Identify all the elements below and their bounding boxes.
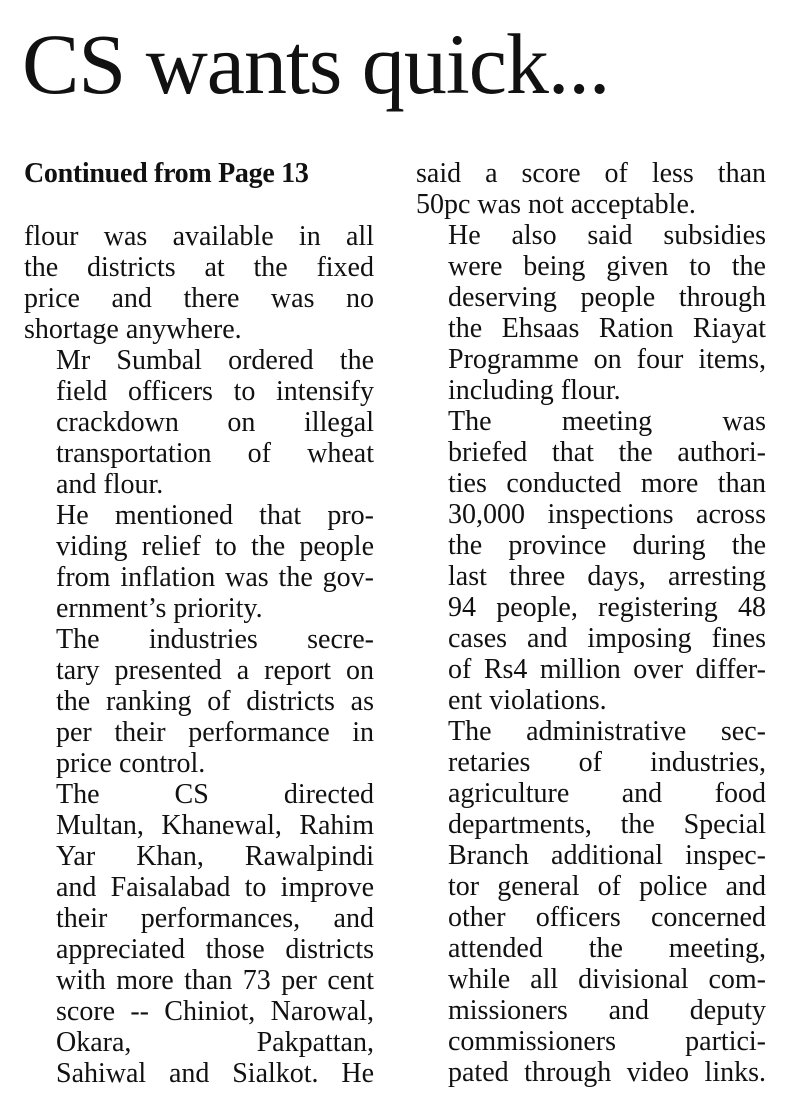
paragraph	[416, 716, 766, 1088]
text-line: price control.	[56, 748, 206, 779]
text-line: pated through video links.	[448, 1057, 766, 1088]
text-line: He also said subsidies	[448, 220, 766, 251]
text-line: cases and imposing fines	[448, 623, 766, 654]
text-line: of Rs4 million over differ-	[448, 654, 766, 685]
text-line: departments, the Special	[448, 809, 766, 840]
text-line: He mentioned that pro-	[56, 500, 374, 531]
text-line: Branch additional inspec-	[448, 840, 766, 871]
paragraph	[24, 779, 374, 1089]
headline: CS wants quick...	[22, 16, 610, 112]
text-line: shortage anywhere.	[24, 314, 242, 345]
text-line: 30,000 inspections across	[448, 499, 766, 530]
text-line: field officers to intensify	[56, 376, 374, 407]
text-line: their performances, and	[56, 903, 374, 934]
text-line: ernment’s priority.	[56, 593, 263, 624]
text-line: ties conducted more than	[448, 468, 766, 499]
text-line: were being given to the	[448, 251, 766, 282]
text-line: and flour.	[56, 469, 164, 500]
text-line: the province during the	[448, 530, 766, 561]
text-line: last three days, arresting	[448, 561, 766, 592]
text-line: The CS directed	[56, 779, 374, 810]
text-line: The industries secre-	[56, 624, 374, 655]
text-line: tor general of police and	[448, 871, 766, 902]
text-line: the Ehsaas Ration Riayat	[448, 313, 766, 344]
text-line: Okara, Pakpattan,	[56, 1027, 374, 1058]
paragraph	[416, 406, 766, 716]
text-line: The administrative sec-	[448, 716, 766, 747]
text-line: 50pc was not acceptable.	[416, 189, 696, 220]
text-line: crackdown on illegal	[56, 407, 374, 438]
paragraph	[416, 220, 766, 406]
text-line: flour was available in all	[24, 221, 374, 252]
text-line: Sahiwal and Sialkot. He	[56, 1058, 374, 1089]
text-line: and Faisalabad to improve	[56, 872, 374, 903]
text-line: with more than 73 per cent	[56, 965, 374, 996]
text-line: attended the meeting,	[448, 933, 766, 964]
paragraph	[24, 624, 374, 779]
text-line: Programme on four items,	[448, 344, 766, 375]
paragraph	[24, 500, 374, 624]
text-line: other officers concerned	[448, 902, 766, 933]
text-line: ent violations.	[448, 685, 607, 716]
text-line: deserving people through	[448, 282, 766, 313]
text-line: the ranking of districts as	[56, 686, 374, 717]
text-line: said a score of less than	[416, 158, 766, 189]
text-line: retaries of industries,	[448, 747, 766, 778]
text-line: transportation of wheat	[56, 438, 374, 469]
text-line: per their performance in	[56, 717, 374, 748]
text-line: from inflation was the gov-	[56, 562, 374, 593]
text-line: agriculture and food	[448, 778, 766, 809]
text-line: including flour.	[448, 375, 621, 406]
text-line: briefed that the authori-	[448, 437, 766, 468]
paragraph	[24, 221, 374, 345]
text-line: Mr Sumbal ordered the	[56, 345, 374, 376]
text-line: price and there was no	[24, 283, 374, 314]
text-line: missioners and deputy	[448, 995, 766, 1026]
continued-from-label: Continued from Page 13	[24, 158, 309, 189]
text-line: 94 people, registering 48	[448, 592, 766, 623]
article-column-left	[24, 158, 374, 1089]
text-line: appreciated those districts	[56, 934, 374, 965]
text-line: Yar Khan, Rawalpindi	[56, 841, 374, 872]
text-line: tary presented a report on	[56, 655, 374, 686]
paragraph	[24, 345, 374, 500]
text-line: commissioners partici-	[448, 1026, 766, 1057]
text-line: while all divisional com-	[448, 964, 766, 995]
article-column-right	[416, 158, 766, 1088]
text-line: The meeting was	[448, 406, 766, 437]
text-line: the districts at the fixed	[24, 252, 374, 283]
paragraph	[416, 158, 766, 220]
text-line: score -- Chiniot, Narowal,	[56, 996, 374, 1027]
text-line: Multan, Khanewal, Rahim	[56, 810, 374, 841]
text-line: viding relief to the people	[56, 531, 374, 562]
